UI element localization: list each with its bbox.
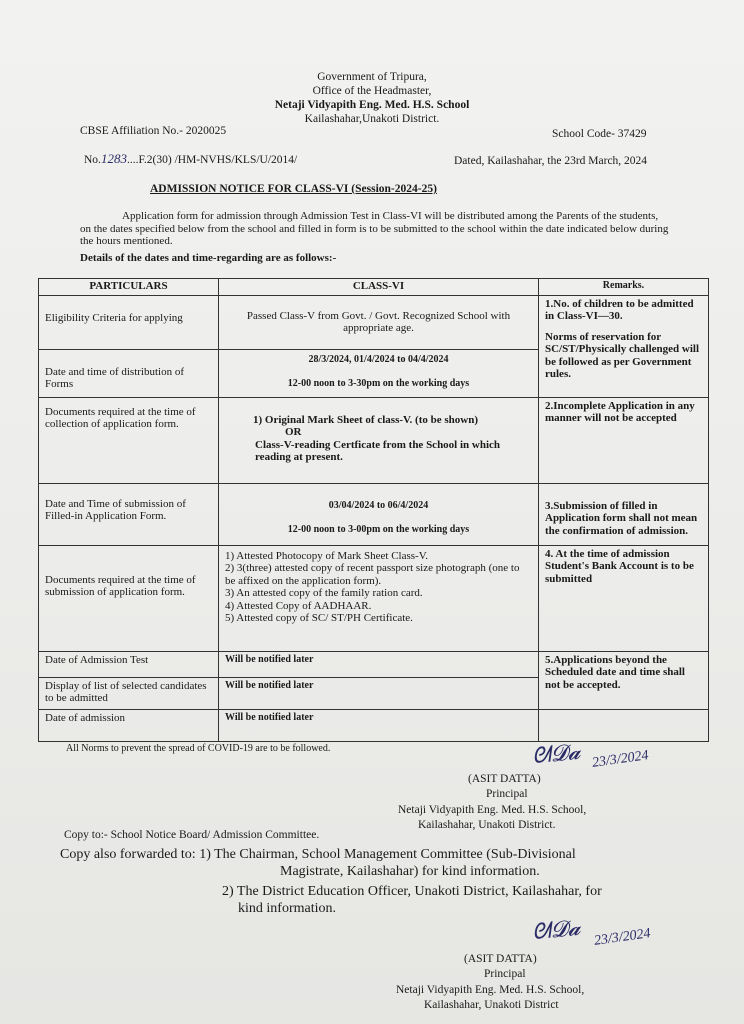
remark-5: 5.Applications beyond the Scheduled date and time shall not be accepted.: [545, 653, 685, 691]
signatory-school-2: Netaji Vidyapith Eng. Med. H.S. School,: [396, 984, 585, 996]
ref-suffix: ....F.2(30) /HM-NVHS/KLS/U/2014/: [126, 154, 298, 166]
signatory-place-1: Kailashahar, Unakoti District.: [418, 819, 556, 831]
covid-note: All Norms to prevent the spread of COVID-19 are to be followed.: [66, 743, 331, 754]
row-submission-docs-value: [219, 545, 539, 651]
remark-4: 4. At the time of admission Student's Bank Account is to be submitted: [545, 547, 694, 585]
header-particulars: PARTICULARS: [39, 279, 219, 296]
remark-1: 1.No. of children to be admitted in Class-VI—30.: [545, 297, 694, 322]
copy-forwarded-2: Magistrate, Kailashahar) for kind information.: [280, 864, 540, 879]
cbse-affiliation: CBSE Affiliation No.- 2020025: [80, 125, 227, 137]
copy-forwarded-1: Copy also forwarded to: 1) The Chairman, School Management Committee (Sub-Divisional: [60, 847, 576, 862]
row-collection-docs-value: 1) Original Mark Sheet of class-V. (to be shown) OR Class-V-reading Certficate from the School in which reading at present.: [219, 397, 539, 483]
copy-forwarded-3: 2) The District Education Officer, Unakoti District, Kailashahar, for: [222, 884, 602, 899]
school-code: School Code- 37429: [552, 128, 647, 140]
remarks-cell-4: [539, 545, 709, 651]
row-eligibility-label: Eligibility Criteria for applying: [39, 295, 219, 349]
remark-2: 2.Incomplete Application in any manner will not be accepted: [545, 399, 695, 424]
remarks-cell-empty: [539, 709, 709, 741]
notice-title: ADMISSION NOTICE FOR CLASS-VI (Session-2024-25): [150, 183, 437, 195]
signature-2: ᘛ𝓓𝓪: [530, 915, 582, 946]
row-distribution-value: 28/3/2024, 01/4/2024 to 04/4/2024 12-00 noon to 3-30pm on the working days: [219, 349, 539, 397]
row-submission-label: Date and Time of submission of Filled-in Application Form.: [39, 483, 219, 545]
header-govt: Government of Tripura,: [317, 71, 427, 83]
details-line: Details of the dates and time-regarding are as follows:-: [80, 252, 337, 264]
ref-prefix: No.: [84, 154, 101, 166]
header-remarks: Remarks.: [539, 279, 709, 296]
row-admission-test-value: Will be notified later: [219, 651, 539, 677]
row-admission-test-label: Date of Admission Test: [39, 651, 219, 677]
doc-item-4: 4) Attested Copy of AADHAAR.: [225, 599, 372, 612]
doc-item-2: 2) 3(three) attested copy of recent passport size photograph (one to be affixed on the application form).: [225, 562, 520, 587]
header-office: Office of the Headmaster,: [312, 85, 432, 97]
row-date-admission-label: Date of admission: [39, 709, 219, 741]
signatory-name-2: (ASIT DATTA): [464, 953, 537, 965]
remarks-cell-3: [539, 483, 709, 545]
row-display-list-label: Display of list of selected candidates to be admitted: [39, 677, 219, 709]
signatory-school-1: Netaji Vidyapith Eng. Med. H.S. School,: [398, 804, 587, 816]
admission-table: [38, 278, 709, 742]
row-date-admission-value: Will be notified later: [219, 709, 539, 741]
copy-forwarded-4: kind information.: [238, 901, 336, 916]
row-submission-docs-label: Documents required at the time of submission of application form.: [39, 545, 219, 651]
remarks-cell-2: [539, 397, 709, 483]
intro-paragraph: Application form for admission through Admission Test in Class-VI will be distributed among the Parents of the students, on the dates specified below from the school and filled in form is to be submitted to the school within the date indicated below during the hours mentioned.: [80, 210, 669, 247]
remark-reservation: Norms of reservation for SC/ST/Physically challenged will be followed as per Government rules.: [545, 330, 700, 380]
signatory-name-1: (ASIT DATTA): [468, 773, 541, 785]
doc-item-5: 5) Attested copy of SC/ ST/PH Certificate.: [225, 612, 413, 624]
remark-3: 3.Submission of filled in Application form shall not mean the confirmation of admission.: [545, 499, 698, 537]
remarks-cell-5: [539, 651, 709, 709]
row-eligibility-value: Passed Class-V from Govt. / Govt. Recognized School with appropriate age.: [219, 295, 539, 349]
row-collection-docs-label: Documents required at the time of collection of application form.: [39, 397, 219, 483]
signatory-designation-2: Principal: [484, 968, 526, 980]
header-class-vi: CLASS-VI: [219, 279, 539, 296]
row-submission-value: 03/04/2024 to 06/4/2024 12-00 noon to 3-00pm on the working days: [219, 483, 539, 545]
doc-item-3: 3) An attested copy of the family ration card.: [225, 587, 423, 599]
signature-date-2: 23/3/2024: [593, 926, 652, 949]
header-place: Kailashahar,Unakoti District.: [304, 113, 440, 125]
signatory-place-2: Kailashahar, Unakoti District: [424, 999, 559, 1011]
signature-1: ᘛ𝓓𝓪: [530, 739, 582, 770]
ref-handwritten: 1283: [100, 151, 127, 166]
copy-to: Copy to:- School Notice Board/ Admission Committee.: [64, 829, 320, 841]
row-distribution-label: Date and time of distribution of Forms: [39, 349, 219, 397]
signatory-designation-1: Principal: [486, 788, 528, 800]
dated-line: Dated, Kailashahar, the 23rd March, 2024: [454, 155, 648, 167]
reference-number: [84, 152, 297, 167]
doc-item-1: 1) Attested Photocopy of Mark Sheet Class-V.: [225, 549, 428, 562]
signature-date-1: 23/3/2024: [591, 748, 650, 771]
remarks-cell-1: [539, 295, 709, 397]
row-display-list-value: Will be notified later: [219, 677, 539, 709]
header-school: Netaji Vidyapith Eng. Med. H.S. School: [274, 99, 470, 111]
